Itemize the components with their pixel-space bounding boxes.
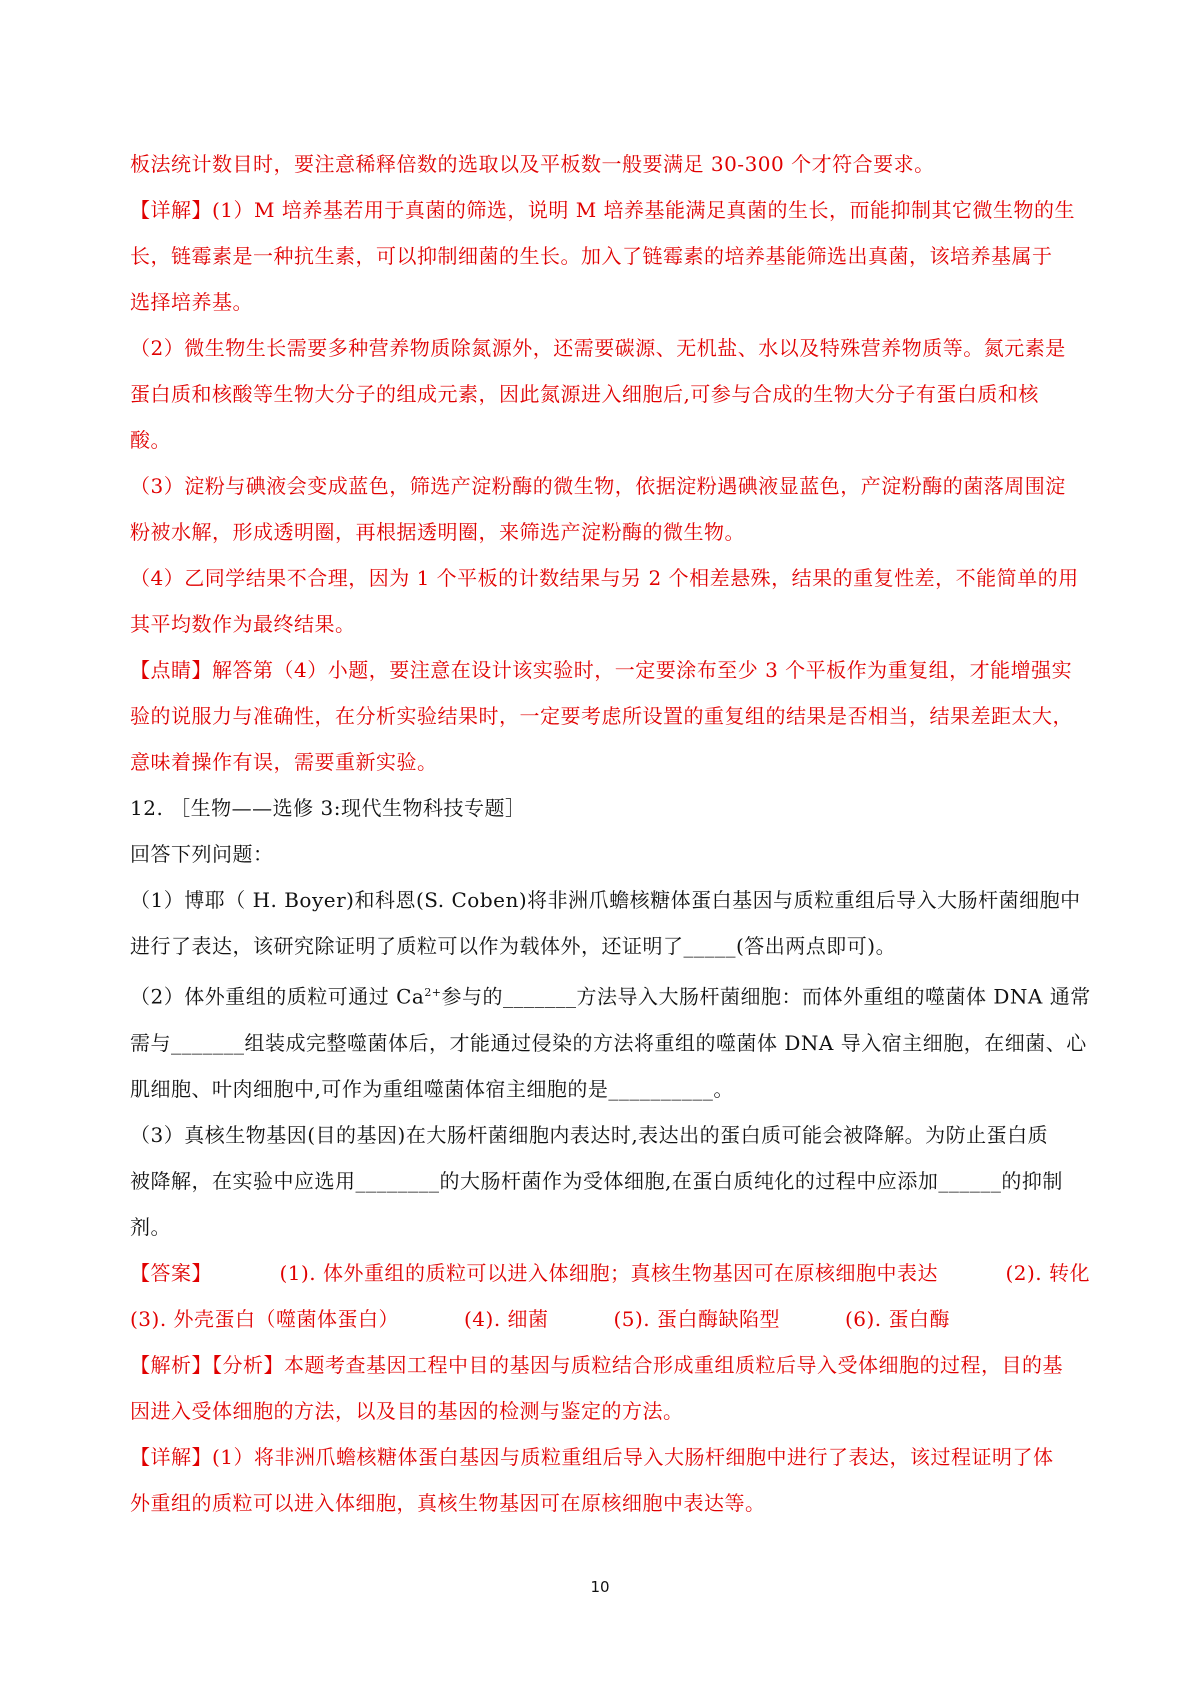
text-line: 意味着操作有误，需要重新实验。 xyxy=(130,750,438,774)
text-line: 验的说服力与准确性，在分析实验结果时，一定要考虑所设置的重复组的结果是否相当，结果差距太大， xyxy=(130,704,1073,728)
answer-row-2 xyxy=(130,1305,1090,1334)
q2-superscript: 2+ xyxy=(424,986,442,999)
text-line: （2）微生物生长需要多种营养物质除氮源外，还需要碳源、无机盐、水以及特殊营养物质等。氮元素是 xyxy=(130,336,1066,360)
text-line: 其平均数作为最终结果。 xyxy=(130,612,356,636)
answer-item-2: (2). 转化 xyxy=(1005,1260,1090,1285)
answer-item-5: (5). 蛋白酶缺陷型 xyxy=(613,1306,781,1331)
text-line: 长，链霉素是一种抗生素，可以抑制细菌的生长。加入了链霉素的培养基能筛选出真菌，该培养基属于 xyxy=(130,244,1053,268)
text-line: 选择培养基。 xyxy=(130,290,253,314)
text-block-questions xyxy=(130,1029,1090,1242)
text-line: 粉被水解，形成透明圈，再根据透明圈，来筛选产淀粉酶的微生物。 xyxy=(130,520,745,544)
page-number: 10 xyxy=(590,1578,610,1596)
answer-label: 【答案】 xyxy=(130,1260,212,1285)
text-line: 【详解】(1）M 培养基若用于真菌的筛选，说明 M 培养基能满足真菌的生长，而能抑制其它微生物的生 xyxy=(130,198,1076,222)
text-block-analysis xyxy=(130,1351,1090,1518)
answer-item-4: (4). 细菌 xyxy=(463,1306,549,1331)
text-line: （3）淀粉与碘液会变成蓝色，筛选产淀粉酶的微生物，依据淀粉遇碘液显蓝色，产淀粉酶的菌落周围淀 xyxy=(130,474,1066,498)
text-line: （1）博耶（ H. Boyer)和科恩(S. Coben)将非洲爪蟾核糖体蛋白基因与质粒重组后导入大肠杆菌细胞中 xyxy=(130,888,1081,912)
text-line: 酸。 xyxy=(130,428,171,452)
text-line: 需与_______组装成完整噬菌体后，才能通过侵染的方法将重组的噬菌体 DNA 导入宿主细胞，在细菌、心 xyxy=(130,1030,1087,1055)
answer-item-6: (6). 蛋白酶 xyxy=(844,1306,950,1331)
answer-row-1 xyxy=(130,1259,1090,1288)
text-line: （4）乙同学结果不合理，因为 1 个平板的计数结果与另 2 个相差悬殊，结果的重复性差，不能简单的用 xyxy=(130,566,1079,590)
text-block-explanation xyxy=(130,150,1090,961)
text-line: 剂。 xyxy=(130,1214,171,1239)
text-line: 【解析】【分析】本题考查基因工程中目的基因与质粒结合形成重组质粒后导入受体细胞的过程，目的基 xyxy=(130,1352,1063,1377)
text-line: 板法统计数目时，要注意稀释倍数的选取以及平板数一般要满足 30-300 个才符合要求。 xyxy=(130,152,935,176)
answer-item-3: (3). 外壳蛋白（噬菌体蛋白） xyxy=(130,1306,400,1331)
text-line: 【点睛】解答第（4）小题，要注意在设计该实验时，一定要涂布至少 3 个平板作为重复组，才能增强实 xyxy=(130,658,1073,682)
question-2-line xyxy=(130,978,1090,1012)
page-content xyxy=(130,150,1090,1535)
text-line: 外重组的质粒可以进入体细胞，真核生物基因可在原核细胞中表达等。 xyxy=(130,1490,766,1515)
text-line: 12. ［生物——选修 3:现代生物科技专题］ xyxy=(130,796,526,820)
text-line: 【详解】(1）将非洲爪蟾核糖体蛋白基因与质粒重组后导入大肠杆细胞中进行了表达，该过程证明了体 xyxy=(130,1444,1054,1469)
text-line: 蛋白质和核酸等生物大分子的组成元素，因此氮源进入细胞后,可参与合成的生物大分子有蛋白质和核 xyxy=(130,382,1039,406)
text-line: 进行了表达，该研究除证明了质粒可以作为载体外，还证明了_____(答出两点即可)。 xyxy=(130,934,897,958)
text-line: （3）真核生物基因(目的基因)在大肠杆菌细胞内表达时,表达出的蛋白质可能会被降解。为防止蛋白质 xyxy=(130,1122,1049,1147)
q2-text-before: （2）体外重组的质粒可通过 Ca xyxy=(130,984,425,1009)
text-line: 被降解，在实验中应选用________的大肠杆菌作为受体细胞,在蛋白质纯化的过程中应添加______的抑制 xyxy=(130,1168,1063,1193)
q2-text-after: 参与的_______方法导入大肠杆菌细胞：而体外重组的噬菌体 DNA 通常 xyxy=(441,984,1091,1009)
answer-item-1: (1). 体外重组的质粒可以进入体细胞；真核生物基因可在原核细胞中表达 xyxy=(279,1260,938,1285)
text-line: 回答下列问题： xyxy=(130,842,274,866)
text-line: 肌细胞、叶肉细胞中,可作为重组噬菌体宿主细胞的是__________。 xyxy=(130,1076,734,1101)
text-line: 因进入受体细胞的方法，以及目的基因的检测与鉴定的方法。 xyxy=(130,1398,684,1423)
